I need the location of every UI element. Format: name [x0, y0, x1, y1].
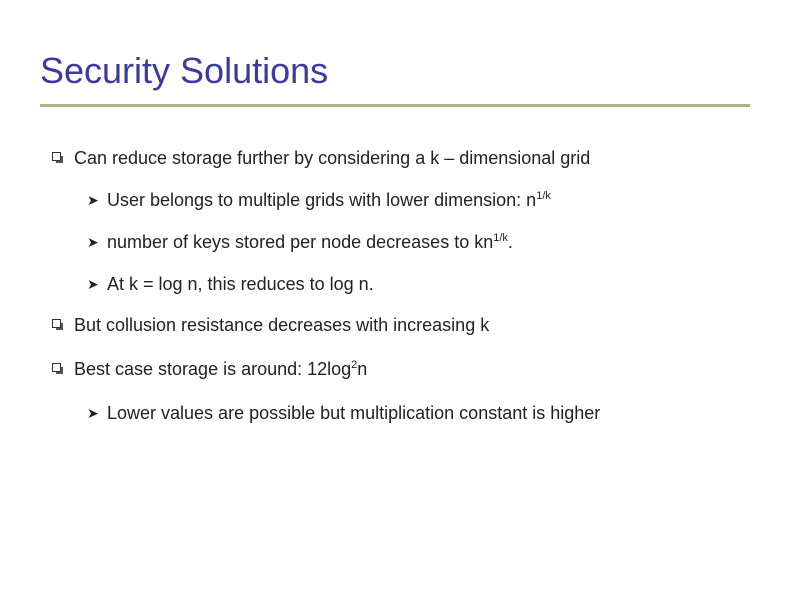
title-underline — [40, 104, 750, 107]
sub-bullet-text: Lower values are possible but multiplication constant is higher — [107, 403, 601, 423]
superscript: 2 — [351, 359, 358, 371]
sub-bullet-text: At k = log n, this reduces to log n. — [107, 274, 374, 294]
sub-bullet-text: number of keys stored per node decreases to $kn^{1/k}$. — [107, 232, 513, 252]
superscript: 1/k — [493, 232, 508, 244]
bullet-text: Can reduce storage further by considering a k – dimensional grid — [74, 148, 591, 168]
arrow-bullet-icon: ➤ — [87, 276, 99, 292]
square-bullet-icon — [52, 363, 61, 372]
slide-title: Security Solutions — [40, 50, 329, 91]
arrow-bullet-icon: ➤ — [87, 192, 99, 208]
arrow-bullet-icon: ➤ — [87, 405, 99, 421]
bullet-text: Best case storage is around: $12\log^2n$ — [74, 359, 368, 379]
square-bullet-icon — [52, 152, 61, 161]
bullet-text: But collusion resistance decreases with increasing k — [74, 315, 490, 335]
arrow-bullet-icon: ➤ — [87, 234, 99, 250]
superscript: 1/k — [536, 190, 551, 202]
sub-bullet-text: User belongs to multiple grids with lower dimension: $n^{1/k}$ — [107, 190, 551, 210]
square-bullet-icon — [52, 319, 61, 328]
